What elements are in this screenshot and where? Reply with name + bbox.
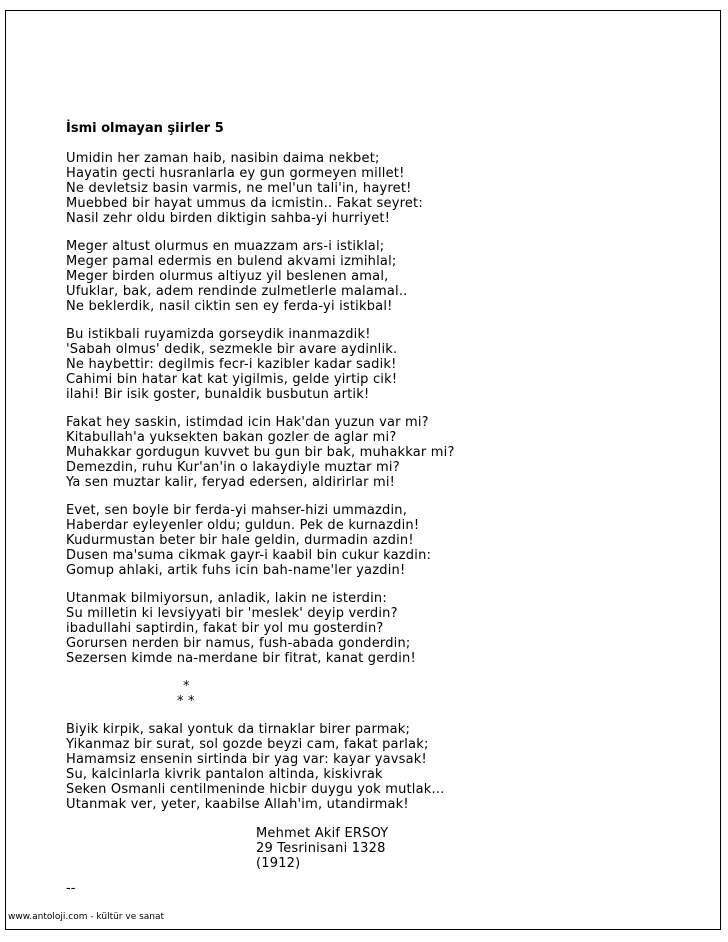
poem-line: Gorursen nerden bir namus, fush-abada gonderdin; bbox=[66, 636, 411, 651]
poem-year: (1912) bbox=[256, 856, 301, 871]
section-divider-stars bbox=[66, 679, 666, 709]
poem-line: Meger pamal edermis en bulend akvami izmihlal; bbox=[66, 254, 397, 269]
poem-line: Utanmak ver, yeter, kaabilse Allah'im, utandirmak! bbox=[66, 797, 409, 812]
poem-line: Ne haybettir: degilmis fecr-i kazibler kadar sadik! bbox=[66, 357, 397, 372]
star-line: * bbox=[183, 679, 190, 694]
poem-line: Ne beklerdik, nasil ciktin sen ey ferda-yi istikbal! bbox=[66, 299, 393, 314]
poem-line: Ya sen muztar kalir, feryad edersen, aldirirlar mi! bbox=[66, 475, 396, 490]
poem-line: Cahimi bin hatar kat kat yigilmis, gelde yirtip cik! bbox=[66, 372, 398, 387]
poem-line: Utanmak bilmiyorsun, anladik, lakin ne isterdin: bbox=[66, 591, 387, 606]
poem-line: Fakat hey saskin, istimdad icin Hak'dan yuzun var mi? bbox=[66, 415, 429, 430]
author-name: Mehmet Akif ERSOY bbox=[256, 826, 389, 841]
poem-line: Hamamsiz ensenin sirtinda bir yag var: kayar yavsak! bbox=[66, 752, 427, 767]
poem-line: Bu istikbali ruyamizda gorseydik inanmazdik! bbox=[66, 327, 371, 342]
stanza-1 bbox=[66, 151, 666, 226]
poem-line: Su, kalcinlarla kivrik pantalon altinda, kiskivrak bbox=[66, 767, 383, 782]
poem-line: Ne devletsiz basin varmis, ne mel'un tali'in, hayret! bbox=[66, 181, 412, 196]
poem-line: Meger altust olurmus en muazzam ars-i istiklal; bbox=[66, 239, 385, 254]
poem-line: ilahi! Bir isik goster, bunaldik busbutun artik! bbox=[66, 387, 370, 402]
poem-line: Muhakkar gordugun kuvvet bu gun bir bak, muhakkar mi? bbox=[66, 445, 455, 460]
poem-line: Meger birden olurmus altiyuz yil beslenen amal, bbox=[66, 269, 389, 284]
end-mark: -- bbox=[66, 881, 76, 896]
poem-line: Haberdar eyleyenler oldu; guldun. Pek de kurnazdin! bbox=[66, 518, 420, 533]
poem-line: 'Sabah olmus' dedik, sezmekle bir avare aydinlik. bbox=[66, 342, 398, 357]
stanza-3 bbox=[66, 327, 666, 402]
poem-line: Kitabullah'a yuksekten bakan gozler de aglar mi? bbox=[66, 430, 397, 445]
poem-line: Biyik kirpik, sakal yontuk da tirnaklar birer parmak; bbox=[66, 722, 411, 737]
poem-line: Yikanmaz bir surat, sol gozde beyzi cam, fakat parlak; bbox=[66, 737, 429, 752]
poem-line: Hayatin gecti husranlarla ey gun gormeyen millet! bbox=[66, 166, 405, 181]
poem-line: Dusen ma'suma cikmak gayr-i kaabil bin cukur kazdin: bbox=[66, 548, 432, 563]
poem-line: Nasil zehr oldu birden diktigin sahba-yi hurriyet! bbox=[66, 211, 391, 226]
poem-line: ibadullahi saptirdin, fakat bir yol mu gosterdin? bbox=[66, 621, 384, 636]
author-signature bbox=[256, 826, 666, 871]
poem-line: Demezdin, ruhu Kur'an'in o lakaydiyle muztar mi? bbox=[66, 460, 400, 475]
poem-line: Seken Osmanli centilmeninde hicbir duygu yok mutlak... bbox=[66, 782, 445, 797]
poem-line: Kudurmustan beter bir hale geldin, durmadin azdin! bbox=[66, 533, 414, 548]
poem-line: Muebbed bir hayat ummus da icmistin.. Fakat seyret: bbox=[66, 196, 423, 211]
poem-line: Evet, sen boyle bir ferda-yi mahser-hizi ummazdin, bbox=[66, 503, 408, 518]
stanza-4 bbox=[66, 415, 666, 490]
stanza-2 bbox=[66, 239, 666, 314]
poem-line: Umidin her zaman haib, nasibin daima nekbet; bbox=[66, 151, 380, 166]
poem-line: Su milletin ki levsiyyati bir 'meslek' deyip verdin? bbox=[66, 606, 398, 621]
poem-line: Sezersen kimde na-merdane bir fitrat, kanat gerdin! bbox=[66, 651, 416, 666]
stanza-5 bbox=[66, 503, 666, 578]
poem-line: Gomup ahlaki, artik fuhs icin bah-name'ler yazdin! bbox=[66, 563, 406, 578]
star-line: * * bbox=[177, 694, 195, 709]
poem-date: 29 Tesrinisani 1328 bbox=[256, 841, 386, 856]
final-stanza bbox=[66, 722, 666, 812]
site-footer: www.antoloji.com - kültür ve sanat bbox=[8, 912, 165, 922]
poem-line: Ufuklar, bak, adem rendinde zulmetlerle malamal.. bbox=[66, 284, 408, 299]
poem-title: İsmi olmayan şiirler 5 bbox=[66, 121, 224, 136]
poem-content bbox=[66, 121, 666, 896]
stanza-6 bbox=[66, 591, 666, 666]
